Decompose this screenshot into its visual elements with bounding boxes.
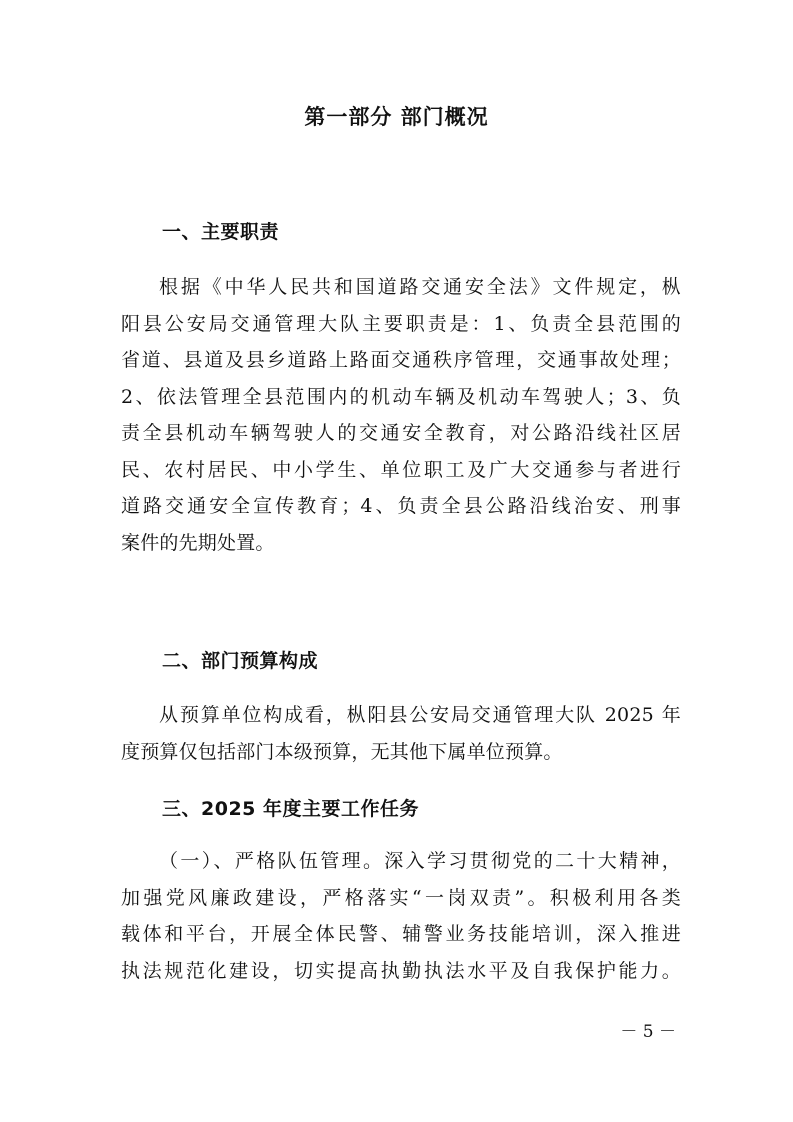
text-line: 省道、县道及县乡道路上路面交通秩序管理，交通事故处理；	[121, 349, 681, 371]
paragraph-annual-tasks	[121, 843, 681, 989]
text-line: 阳县公安局交通管理大队主要职责是：1、负责全县范围的	[121, 312, 681, 335]
text-line: 民、农村居民、中小学生、单位职工及广大交通参与者进行	[121, 458, 681, 481]
page-number: － 5 －	[620, 1022, 676, 1042]
text-line: 从预算单位构成看，枞阳县公安局交通管理大队 2025 年	[159, 704, 681, 726]
text-line: 道路交通安全宣传教育；4、负责全县公路沿线治安、刑事	[121, 495, 681, 517]
paragraph-responsibilities	[121, 269, 681, 561]
paragraph-budget-structure	[121, 697, 681, 770]
page-title: 第一部分 部门概况	[304, 105, 489, 129]
text-line: 加强党风廉政建设，严格落实“一岗双责”。积极利用各类	[121, 886, 681, 909]
text-line: 载体和平台，开展全体民警、辅警业务技能培训，深入推进	[121, 923, 681, 945]
section-heading-annual-tasks: 三、2025 年度主要工作任务	[162, 798, 419, 820]
section-heading-budget-structure: 二、部门预算构成	[162, 650, 319, 672]
text-line: 2、依法管理全县范围内的机动车辆及机动车驾驶人；3、负	[121, 385, 681, 408]
text-line: 责全县机动车辆驾驶人的交通安全教育，对公路沿线社区居	[121, 422, 681, 444]
text-line: 度预算仅包括部门本级预算，无其他下属单位预算。	[121, 740, 563, 763]
text-line: 案件的先期处置。	[121, 531, 275, 554]
text-line: 根据《中华人民共和国道路交通安全法》文件规定，枞	[159, 276, 681, 298]
section-heading-responsibilities: 一、主要职责	[162, 221, 280, 243]
text-line: 执法规范化建设，切实提高执勤执法水平及自我保护能力。	[121, 959, 681, 982]
text-line: （一）、严格队伍管理。深入学习贯彻党的二十大精神，	[159, 850, 681, 872]
